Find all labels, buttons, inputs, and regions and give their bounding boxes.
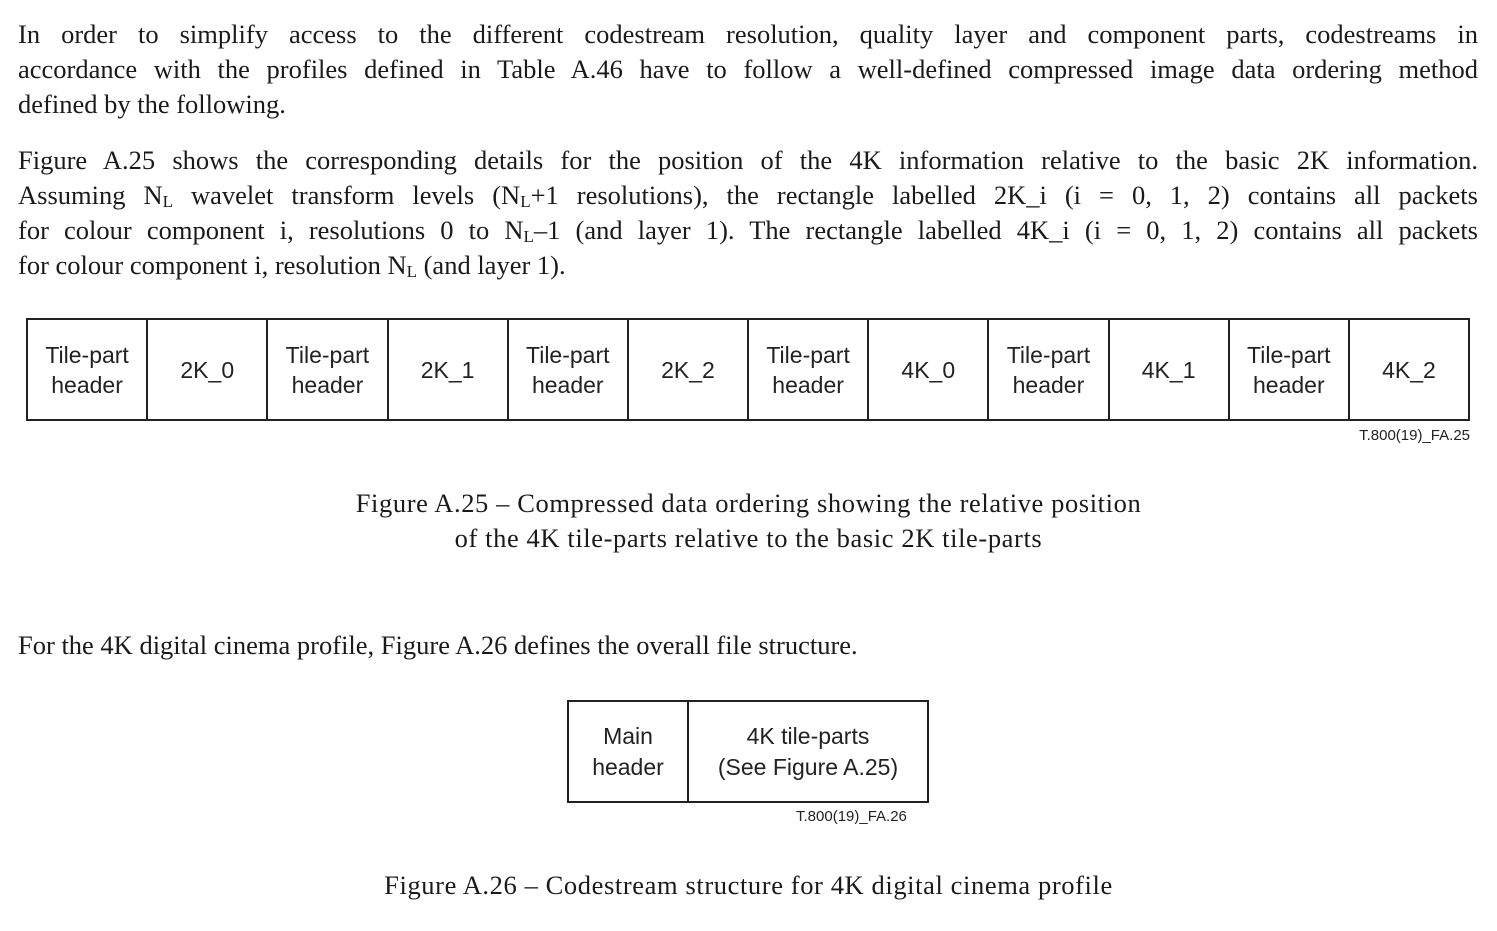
tile-part-header-cell-3: [509, 320, 629, 419]
desc-line-2-a: Assuming N: [18, 180, 163, 210]
cell-9-line-2: header: [1012, 371, 1085, 398]
cell-2-label: 2K_0: [180, 356, 235, 383]
cell-6-label: 2K_2: [661, 356, 715, 383]
desc-line-2-a-sub: L: [162, 192, 174, 211]
4k-1-cell: [1110, 320, 1230, 419]
tile-part-header-cell-5: [989, 320, 1109, 419]
cell-1-line-2: header: [51, 371, 123, 398]
tile-part-header-cell-4: [749, 320, 869, 419]
desc-line-2: [18, 178, 1478, 213]
4k-0-cell: [869, 320, 989, 419]
cell-5-line-1: Tile-part: [526, 341, 610, 368]
cell-12-label: 4K_2: [1382, 356, 1436, 383]
figure-a26-caption: Figure A.26 – Codestream structure for 4K digital cinema profile: [384, 870, 1113, 900]
2k-2-cell: [629, 320, 749, 419]
desc-line-1: Figure A.25 shows the corresponding details for the position of the 4K information relative to the basic 2K information.: [18, 145, 1478, 175]
tile-parts-line-1: 4K tile-parts: [746, 722, 870, 749]
desc-line-4-b: (and layer 1).: [416, 250, 566, 280]
figure-a25-caption-line-1: Figure A.25 – Compressed data ordering showing the relative position: [355, 488, 1142, 518]
desc-line-2-c: +1 resolutions), the rectangle labelled 2K_i (i = 0, 1, 2) contains all packets: [530, 180, 1478, 210]
4k-tile-parts-cell: [689, 702, 927, 801]
figure-a25-reference-code: T.800(19)_FA.25: [1359, 427, 1470, 444]
figure-a26-reference-code: T.800(19)_FA.26: [796, 808, 907, 825]
cell-7-line-1: Tile-part: [766, 341, 850, 368]
tile-part-header-cell-6: [1230, 320, 1350, 419]
cell-7-line-2: header: [772, 371, 844, 398]
intro-line-3: defined by the following.: [18, 89, 286, 119]
cell-11-line-2: header: [1252, 371, 1325, 398]
4k-2-cell: [1350, 320, 1468, 419]
cell-1-line-1: Tile-part: [45, 341, 129, 368]
2k-0-cell: [148, 320, 268, 419]
figure-a25-description: [18, 143, 1478, 283]
tile-part-header-cell-2: [268, 320, 388, 419]
intro-line-1: In order to simplify access to the different codestream resolution, quality layer and component parts, codestreams in: [18, 19, 1478, 49]
desc-line-4-a-sub: L: [406, 262, 417, 281]
tile-parts-line-2: (See Figure A.25): [717, 753, 899, 780]
desc-line-3-a-sub: L: [523, 227, 534, 246]
tile-part-header-cell-1: [28, 320, 148, 419]
figure-a26-diagram: [567, 700, 929, 803]
cell-4-label: 2K_1: [420, 356, 475, 383]
desc-line-4: [18, 248, 1478, 283]
cell-11-line-1: Tile-part: [1247, 341, 1331, 368]
desc-line-3-b: –1 (and layer 1). The rectangle labelled 4K_i (i = 0, 1, 2) contains all packets: [533, 215, 1478, 245]
cell-5-line-2: header: [531, 371, 604, 398]
main-header-line-2: header: [592, 753, 664, 780]
cell-3-line-2: header: [291, 371, 364, 398]
cell-10-label: 4K_1: [1141, 356, 1196, 383]
intro-line-2: accordance with the profiles defined in Table A.46 have to follow a well-defined compressed image data ordering method: [18, 54, 1478, 84]
cell-9-line-1: Tile-part: [1006, 341, 1091, 368]
cell-8-label: 4K_0: [901, 356, 956, 383]
main-header-line-1: Main: [603, 722, 653, 749]
figure-a25-caption: [0, 486, 1497, 556]
figure-a25-diagram: [26, 318, 1470, 421]
desc-line-4-a: for colour component i, resolution N: [18, 250, 407, 280]
main-header-cell: [569, 702, 689, 801]
desc-line-2-b: wavelet transform levels (N: [173, 180, 521, 210]
2k-1-cell: [389, 320, 509, 419]
desc-line-3: [18, 213, 1478, 248]
desc-line-3-a: for colour component i, resolutions 0 to N: [18, 215, 524, 245]
intro-paragraph: [18, 17, 1478, 122]
figure-a26-intro: For the 4K digital cinema profile, Figure A.26 defines the overall file structure.: [18, 630, 858, 660]
figure-a25-caption-line-2: of the 4K tile-parts relative to the basic 2K tile-parts: [454, 523, 1043, 553]
desc-line-2-b-sub: L: [520, 192, 531, 211]
cell-3-line-1: Tile-part: [285, 341, 370, 368]
